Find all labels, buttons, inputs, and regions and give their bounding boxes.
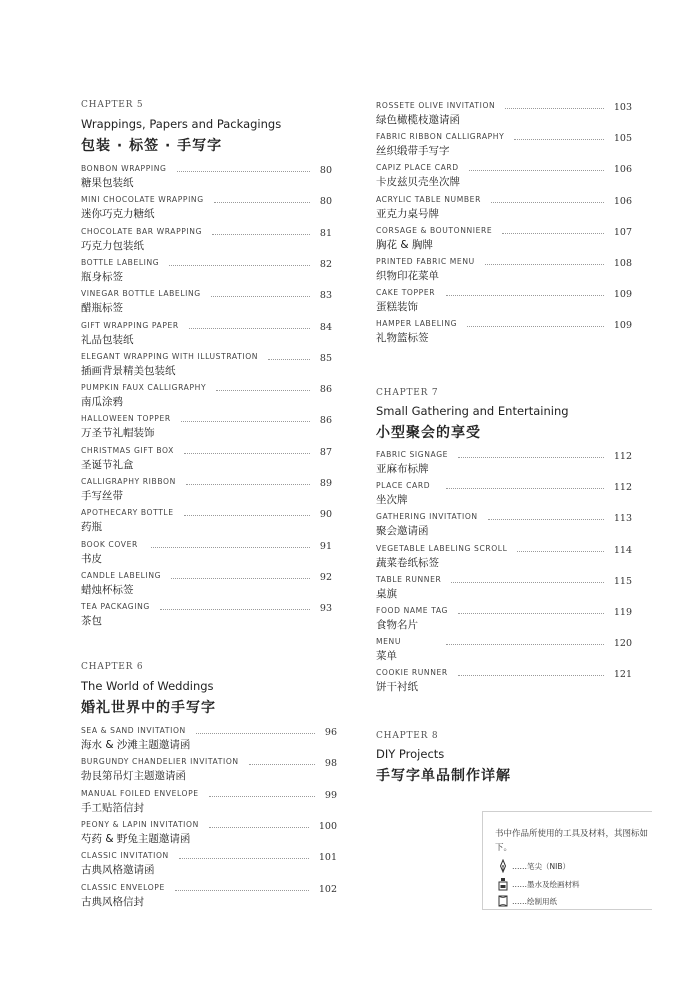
toc-entry-page-number: 101 bbox=[318, 852, 337, 864]
toc-entry-title-en: CAKE TOPPER bbox=[376, 288, 436, 298]
toc-entry-title-en: CANDLE LABELING bbox=[81, 570, 162, 580]
toc-entry-page-number: 102 bbox=[318, 883, 337, 895]
toc-entry[interactable] bbox=[81, 414, 332, 444]
chapter-7-title-cn: 小型聚会的享受 bbox=[376, 425, 481, 441]
toc-entry-title-cn: 手写丝带 bbox=[81, 490, 123, 502]
toc-entry-title-en: ELEGANT WRAPPING WITH ILLUSTRATION bbox=[81, 351, 259, 361]
toc-entry[interactable] bbox=[376, 163, 632, 193]
dot-leader bbox=[517, 551, 604, 552]
toc-entry-title-cn: 古典风格邀请函 bbox=[81, 864, 155, 877]
toc-entry[interactable] bbox=[376, 637, 632, 667]
toc-entry[interactable] bbox=[376, 195, 632, 225]
toc-entry-title-en: GATHERING INVITATION bbox=[376, 512, 478, 522]
dot-leader bbox=[175, 890, 309, 891]
dot-leader bbox=[469, 170, 604, 171]
toc-entry-page-number: 108 bbox=[613, 258, 632, 269]
toc-entry-title-cn: 卡皮兹贝壳坐次牌 bbox=[376, 176, 460, 189]
toc-entry-title-en: FABRIC RIBBON CALLIGRAPHY bbox=[376, 132, 505, 142]
legend-item-label: ……笔尖（NIB） bbox=[512, 862, 570, 871]
dot-leader bbox=[249, 764, 315, 765]
toc-entry-page-number: 83 bbox=[319, 290, 332, 302]
toc-entry-title-cn: 万圣节礼帽装饰 bbox=[81, 427, 155, 440]
toc-entry-title-cn: 菜单 bbox=[376, 650, 397, 663]
toc-entry-page-number: 119 bbox=[613, 607, 632, 618]
toc-entry-title-cn: 茶包 bbox=[81, 615, 102, 628]
toc-entry-title-cn: 亚麻布标牌 bbox=[376, 463, 429, 475]
toc-entry-title-cn: 亚克力桌号牌 bbox=[376, 207, 439, 220]
toc-entry-page-number: 92 bbox=[319, 571, 332, 583]
toc-entry-title-en: MENU bbox=[376, 637, 401, 647]
dot-leader bbox=[169, 265, 310, 266]
toc-entry-title-en: ROSSETE OLIVE INVITATION bbox=[376, 101, 496, 110]
toc-entry-title-en: BONBON WRAPPING bbox=[81, 164, 167, 173]
toc-entry-title-cn: 食物名片 bbox=[376, 619, 418, 631]
legend-item-label: ……绘制用纸 bbox=[512, 897, 557, 906]
toc-entry-title-en: BOOK COVER bbox=[81, 539, 138, 549]
toc-entry-page-number: 105 bbox=[613, 133, 632, 145]
dot-leader bbox=[216, 390, 310, 391]
dot-leader bbox=[186, 484, 310, 485]
toc-entry[interactable] bbox=[376, 450, 632, 480]
dot-leader bbox=[181, 421, 310, 422]
toc-entry-title-en: PRINTED FABRIC MENU bbox=[376, 257, 475, 266]
dot-leader bbox=[171, 578, 310, 579]
toc-entry[interactable] bbox=[376, 132, 632, 162]
toc-entry-page-number: 121 bbox=[613, 669, 632, 681]
dot-leader bbox=[488, 519, 604, 520]
toc-entry-title-en: MANUAL FOILED ENVELOPE bbox=[81, 788, 199, 798]
toc-entry[interactable] bbox=[81, 820, 337, 850]
toc-entry-page-number: 86 bbox=[319, 384, 332, 396]
toc-entry-title-cn: 圣诞节礼盒 bbox=[81, 458, 134, 471]
toc-entry[interactable] bbox=[81, 227, 332, 257]
dot-leader bbox=[451, 582, 604, 583]
toc-entry-page-number: 87 bbox=[319, 446, 332, 458]
dot-leader bbox=[189, 328, 310, 329]
toc-entry-page-number: 91 bbox=[319, 540, 332, 552]
toc-entry-title-en: PUMPKIN FAUX CALLIGRAPHY bbox=[81, 383, 207, 393]
chapter-8-number: CHAPTER 8 bbox=[376, 731, 439, 741]
tools-legend-box bbox=[482, 811, 652, 910]
toc-entry-page-number: 120 bbox=[613, 638, 632, 650]
toc-entry-title-en: MINI CHOCOLATE WRAPPING bbox=[81, 195, 204, 205]
toc-entry-title-en: HALLOWEEN TOPPER bbox=[81, 414, 171, 424]
toc-entry-page-number: 85 bbox=[319, 352, 332, 364]
toc-entry-page-number: 109 bbox=[613, 289, 632, 301]
toc-entry-title-en: CALLIGRAPHY RIBBON bbox=[81, 477, 176, 486]
toc-entry[interactable] bbox=[81, 602, 332, 632]
dot-leader bbox=[151, 547, 310, 548]
dot-leader bbox=[211, 296, 310, 297]
toc-entry-title-cn: 聚会邀请函 bbox=[376, 525, 429, 538]
toc-entry-page-number: 113 bbox=[613, 513, 632, 525]
toc-entry-title-cn: 芍药 & 野兔主题邀请函 bbox=[81, 832, 191, 845]
dot-leader bbox=[160, 609, 310, 610]
chapter-7-title-en: Small Gathering and Entertaining bbox=[376, 404, 569, 418]
toc-entry-title-cn: 瓶身标签 bbox=[81, 270, 123, 283]
dot-leader bbox=[446, 644, 604, 645]
toc-entry-title-en: APOTHECARY BOTTLE bbox=[81, 508, 174, 518]
chapter-6-number: CHAPTER 6 bbox=[81, 662, 144, 672]
chapter-8-title-cn: 手写字单品制作详解 bbox=[376, 768, 511, 784]
toc-entry-title-cn: 礼品包装纸 bbox=[81, 333, 134, 346]
dot-leader bbox=[177, 171, 310, 172]
toc-entry-title-en: FOOD NAME TAG bbox=[376, 606, 449, 615]
toc-entry-title-cn: 胸花 & 胸牌 bbox=[376, 238, 433, 251]
toc-entry[interactable] bbox=[81, 164, 332, 194]
toc-entry[interactable] bbox=[81, 851, 337, 881]
toc-entry-page-number: 93 bbox=[319, 603, 332, 615]
dot-leader bbox=[214, 202, 310, 203]
chapter-7-number: CHAPTER 7 bbox=[376, 388, 439, 398]
toc-entry[interactable] bbox=[81, 446, 332, 476]
toc-entry-page-number: 112 bbox=[613, 451, 632, 462]
dot-leader bbox=[458, 675, 604, 676]
toc-entry-title-cn: 海水 & 沙滩主题邀请函 bbox=[81, 739, 191, 751]
toc-entry[interactable] bbox=[81, 477, 332, 507]
dot-leader bbox=[502, 233, 604, 234]
toc-entry-title-en: COOKIE RUNNER bbox=[376, 668, 448, 678]
toc-entry[interactable] bbox=[376, 257, 632, 287]
toc-entry-title-cn: 绿色橄榄枝邀请函 bbox=[376, 114, 460, 126]
toc-entry-title-en: PLACE CARD bbox=[376, 481, 431, 491]
toc-entry-title-en: FABRIC SIGNAGE bbox=[376, 450, 449, 459]
ink-bottle-icon bbox=[497, 877, 509, 891]
toc-entry-page-number: 114 bbox=[613, 544, 632, 556]
dot-leader bbox=[485, 264, 604, 265]
toc-entry[interactable] bbox=[81, 540, 332, 570]
dot-leader bbox=[179, 858, 309, 859]
toc-entry[interactable] bbox=[81, 508, 332, 538]
toc-entry-page-number: 89 bbox=[319, 478, 332, 489]
toc-entry[interactable] bbox=[376, 288, 632, 318]
toc-entry-title-cn: 蛋糕装饰 bbox=[376, 301, 418, 314]
toc-entry-title-cn: 桌旗 bbox=[376, 587, 397, 600]
toc-entry-page-number: 96 bbox=[324, 727, 337, 738]
toc-entry[interactable] bbox=[376, 319, 632, 349]
dot-leader bbox=[196, 733, 315, 734]
toc-entry-title-en: BURGUNDY CHANDELIER INVITATION bbox=[81, 757, 239, 767]
toc-entry[interactable] bbox=[81, 195, 332, 225]
toc-entry-page-number: 100 bbox=[318, 820, 337, 832]
chapter-6-title-cn: 婚礼世界中的手写字 bbox=[81, 700, 216, 716]
toc-entry-title-en: VEGETABLE LABELING SCROLL bbox=[376, 543, 508, 553]
toc-entry[interactable] bbox=[81, 352, 332, 382]
toc-entry-title-cn: 蔬菜卷纸标签 bbox=[376, 556, 439, 569]
toc-entry-page-number: 80 bbox=[319, 165, 332, 176]
toc-entry[interactable] bbox=[376, 668, 632, 698]
toc-entry-page-number: 86 bbox=[319, 415, 332, 427]
toc-entry-title-en: CHOCOLATE BAR WRAPPING bbox=[81, 226, 203, 236]
toc-entry-page-number: 115 bbox=[613, 575, 632, 587]
dot-leader bbox=[491, 202, 604, 203]
toc-entry-page-number: 107 bbox=[613, 226, 632, 238]
toc-entry[interactable] bbox=[81, 757, 337, 787]
toc-entry-title-cn: 南瓜涂鸦 bbox=[81, 396, 123, 409]
toc-entry[interactable] bbox=[81, 571, 332, 601]
toc-entry-page-number: 81 bbox=[319, 227, 332, 239]
toc-entry-title-cn: 勃艮第吊灯主题邀请函 bbox=[81, 770, 186, 783]
toc-entry[interactable] bbox=[376, 606, 632, 636]
toc-entry-title-en: CAPIZ PLACE CARD bbox=[376, 163, 459, 173]
toc-entry[interactable] bbox=[376, 512, 632, 542]
toc-entry-page-number: 106 bbox=[613, 195, 632, 207]
dot-leader bbox=[514, 139, 604, 140]
toc-entry-page-number: 98 bbox=[324, 758, 337, 770]
toc-entry-title-en: SEA & SAND INVITATION bbox=[81, 726, 186, 735]
toc-entry-title-en: CHRISTMAS GIFT BOX bbox=[81, 445, 174, 455]
toc-entry-title-cn: 丝织缎带手写字 bbox=[376, 145, 450, 158]
toc-entry-title-cn: 蜡烛杯标签 bbox=[81, 583, 134, 596]
toc-entry-title-en: CLASSIC INVITATION bbox=[81, 851, 169, 861]
legend-intro: 书中作品所使用的工具及材料，其图标如下。 bbox=[495, 829, 649, 853]
toc-entry-page-number: 82 bbox=[319, 258, 332, 270]
dot-leader bbox=[458, 613, 604, 614]
toc-entry-title-en: CLASSIC ENVELOPE bbox=[81, 882, 165, 892]
toc-entry-title-en: VINEGAR BOTTLE LABELING bbox=[81, 289, 201, 299]
toc-entry[interactable] bbox=[81, 289, 332, 319]
toc-entry-title-cn: 饼干衬纸 bbox=[376, 681, 418, 694]
dot-leader bbox=[209, 827, 309, 828]
toc-entry-title-en: HAMPER LABELING bbox=[376, 319, 458, 329]
toc-entry[interactable] bbox=[81, 883, 337, 913]
dot-leader bbox=[446, 295, 604, 296]
toc-entry-title-cn: 插画背景精美包装纸 bbox=[81, 364, 176, 377]
dot-leader bbox=[209, 796, 315, 797]
toc-entry-title-en: ACRYLIC TABLE NUMBER bbox=[376, 194, 481, 204]
dot-leader bbox=[184, 453, 310, 454]
dot-leader bbox=[467, 326, 604, 327]
toc-entry-page-number: 90 bbox=[319, 509, 332, 521]
toc-entry[interactable] bbox=[376, 226, 632, 256]
toc-entry-title-cn: 糖果包装纸 bbox=[81, 177, 134, 189]
dot-leader bbox=[505, 108, 604, 109]
toc-entry[interactable] bbox=[376, 101, 632, 131]
toc-entry-page-number: 99 bbox=[324, 789, 337, 801]
toc-entry-title-en: CORSAGE & BOUTONNIERE bbox=[376, 225, 493, 235]
nib-icon bbox=[497, 859, 509, 873]
toc-entry[interactable] bbox=[81, 383, 332, 413]
toc-entry-title-cn: 织物印花菜单 bbox=[376, 270, 439, 282]
toc-entry-title-en: BOTTLE LABELING bbox=[81, 257, 160, 267]
toc-entry-title-cn: 坐次牌 bbox=[376, 494, 408, 507]
toc-entry[interactable] bbox=[81, 321, 332, 351]
toc-entry-title-en: GIFT WRAPPING PAPER bbox=[81, 320, 179, 330]
toc-entry-title-cn: 药瓶 bbox=[81, 521, 102, 534]
toc-entry-title-cn: 礼物篮标签 bbox=[376, 332, 429, 345]
dot-leader bbox=[458, 457, 604, 458]
toc-entry-title-en: TABLE RUNNER bbox=[376, 574, 442, 584]
toc-entry-title-cn: 迷你巧克力糖纸 bbox=[81, 208, 155, 221]
toc-entry-page-number: 106 bbox=[613, 164, 632, 176]
toc-entry[interactable] bbox=[376, 575, 632, 605]
dot-leader bbox=[268, 359, 310, 360]
toc-entry-page-number: 84 bbox=[319, 321, 332, 333]
chapter-8-title-en: DIY Projects bbox=[376, 747, 445, 761]
toc-entry[interactable] bbox=[81, 258, 332, 288]
toc-entry-title-en: PEONY & LAPIN INVITATION bbox=[81, 819, 199, 829]
toc-entry-title-cn: 醋瓶标签 bbox=[81, 302, 123, 315]
toc-entry-title-cn: 手工贴箔信封 bbox=[81, 801, 144, 814]
toc-entry-title-cn: 书皮 bbox=[81, 552, 102, 565]
toc-entry[interactable] bbox=[376, 481, 632, 511]
chapter-5-title-cn: 包装 · 标签 · 手写字 bbox=[81, 138, 223, 154]
dot-leader bbox=[446, 488, 604, 489]
toc-entry[interactable] bbox=[81, 789, 337, 819]
legend-item-label: ……墨水及绘画材料 bbox=[512, 880, 580, 889]
toc-entry[interactable] bbox=[376, 544, 632, 574]
toc-entry-page-number: 109 bbox=[613, 320, 632, 332]
toc-entry-title-en: TEA PACKAGING bbox=[81, 602, 150, 612]
toc-entry[interactable] bbox=[81, 726, 337, 756]
chapter-5-title-en: Wrappings, Papers and Packagings bbox=[81, 117, 282, 131]
toc-entry-title-cn: 巧克力包装纸 bbox=[81, 239, 144, 252]
toc-entry-page-number: 80 bbox=[319, 196, 332, 208]
dot-leader bbox=[212, 234, 310, 235]
dot-leader bbox=[184, 515, 310, 516]
toc-entry-page-number: 112 bbox=[613, 482, 632, 494]
chapter-6-title-en: The World of Weddings bbox=[81, 679, 214, 693]
toc-entry-page-number: 103 bbox=[613, 102, 632, 113]
toc-entry-title-cn: 古典风格信封 bbox=[81, 895, 144, 908]
paper-icon bbox=[497, 894, 509, 908]
chapter-5-number: CHAPTER 5 bbox=[81, 100, 144, 110]
